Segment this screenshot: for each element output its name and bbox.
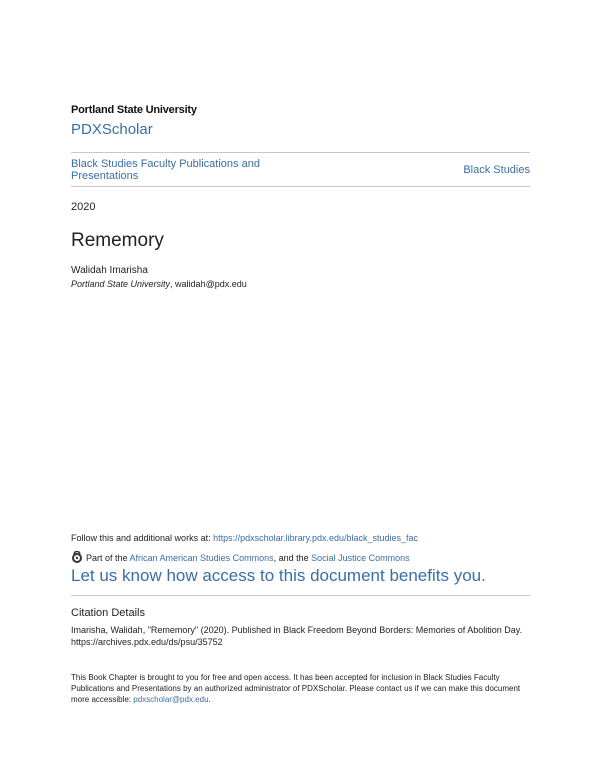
citation-heading: Citation Details — [71, 607, 145, 619]
contact-email-link[interactable]: pdxscholar@pdx.edu — [133, 695, 209, 704]
divider-citation — [71, 595, 530, 596]
article-title: Rememory — [71, 230, 164, 251]
citation-text: Imarisha, Walidah, "Rememory" (2020). Published in Black Freedom Beyond Borders: Memories of Abolition Day. https://archives.pdx.edu/ds/psu/35752 — [71, 625, 523, 647]
footer-end: . — [208, 695, 211, 704]
follow-line — [71, 533, 418, 543]
feedback-link[interactable]: Let us know how access to this document benefits you. — [71, 566, 486, 585]
author-affiliation — [71, 279, 247, 289]
divider-top — [71, 152, 530, 153]
follow-url-link[interactable]: https://pdxscholar.library.pdx.edu/black_studies_fac — [213, 533, 419, 543]
divider-bottom — [71, 186, 530, 187]
pdxscholar-logo-link[interactable]: PDXScholar — [71, 121, 153, 138]
social-justice-commons-link[interactable]: Social Justice Commons — [311, 553, 410, 563]
part-of-prefix: Part of the — [86, 553, 130, 563]
part-of-middle: , and the — [273, 553, 312, 563]
follow-prefix: Follow this and additional works at: — [71, 533, 214, 543]
open-access-icon — [71, 551, 83, 565]
african-american-studies-commons-link[interactable]: African American Studies Commons — [129, 553, 274, 563]
footer-notice — [71, 672, 531, 705]
publication-year: 2020 — [71, 201, 96, 213]
department-link[interactable]: Black Studies — [463, 164, 530, 176]
author-email: , walidah@pdx.edu — [170, 279, 247, 289]
part-of-line — [71, 551, 410, 565]
collection-link[interactable]: Black Studies Faculty Publications and Presentations — [71, 158, 260, 182]
footer-text: This Book Chapter is brought to you for free and open access. It has been accepted for inclusion in Black Studies Faculty Publications and Presentations by an authorized administrator of PDXScholar. Please contact us if we can make this document more accessible: — [71, 673, 521, 704]
institution-name: Portland State University — [71, 104, 197, 116]
author-name: Walidah Imarisha — [71, 265, 148, 276]
affiliation-name: Portland State University — [71, 279, 171, 289]
